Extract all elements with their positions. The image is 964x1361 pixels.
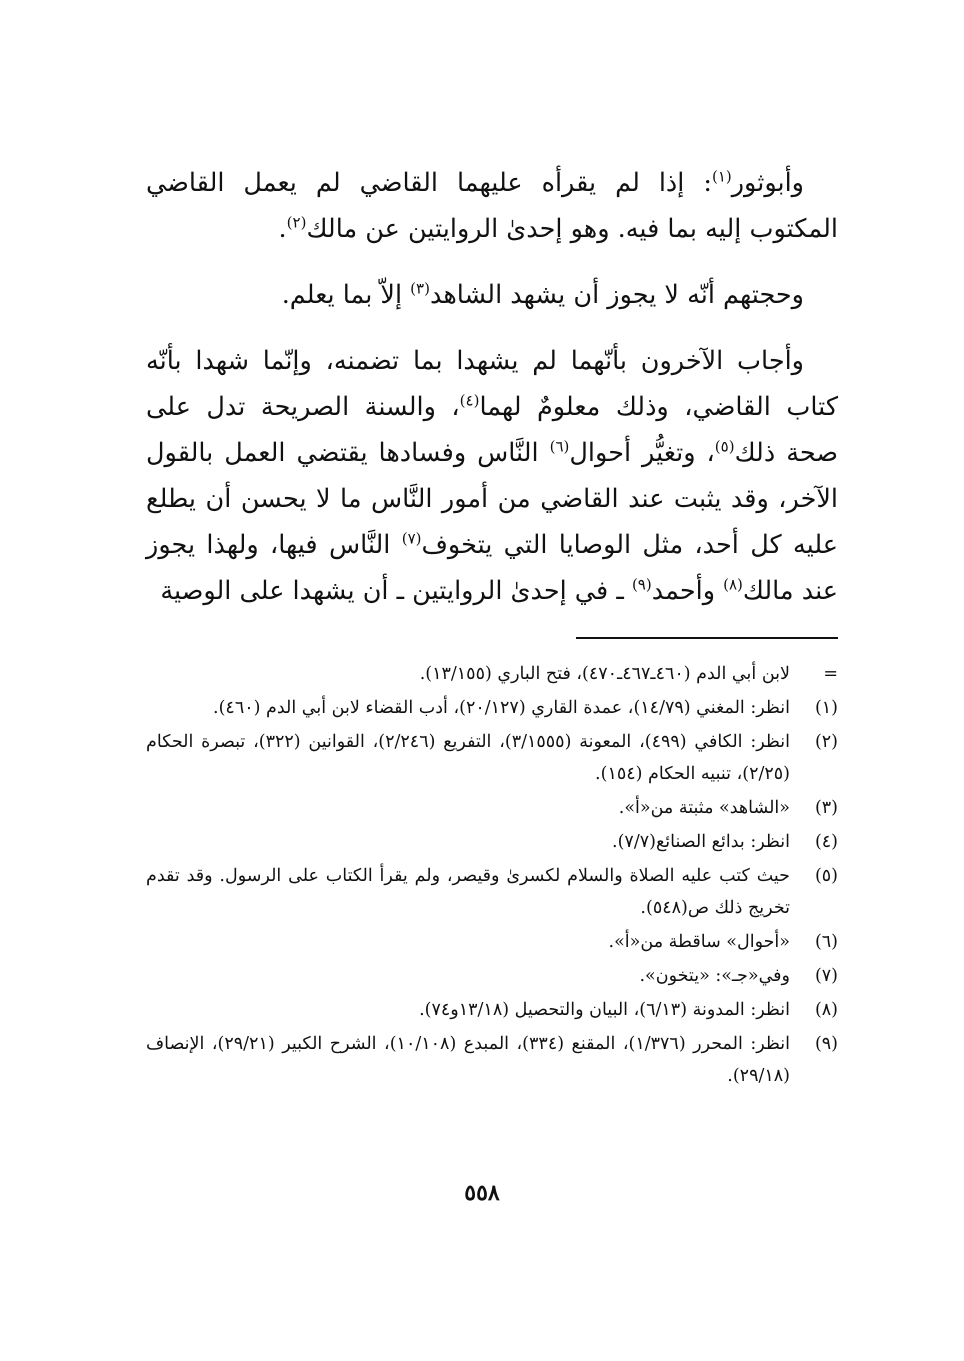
- paragraph-text: وأحمد: [651, 576, 724, 606]
- footnote-reference: (٥): [714, 437, 735, 456]
- footnote-marker: (١): [814, 698, 838, 718]
- footnote-marker: (٦): [814, 932, 838, 952]
- paragraph-1: [146, 160, 838, 252]
- footnote-separator: [576, 637, 838, 639]
- paragraph-text: .: [278, 214, 287, 244]
- footnote-reference: (٩): [631, 575, 652, 594]
- paragraph-text: وأبوثور: [731, 168, 804, 198]
- footnotes: [146, 658, 838, 1094]
- footnote-4: [146, 826, 838, 858]
- footnote-9: [146, 1028, 838, 1092]
- footnote-reference: (٢): [286, 213, 307, 232]
- footnote-marker: (٥): [814, 866, 838, 886]
- footnote-reference: (٧): [401, 529, 422, 548]
- page-number: ٥٥٨: [464, 1180, 500, 1206]
- paragraph-text: ، وتغيُّر أحوال: [569, 438, 715, 468]
- paragraph-text: ، والسنة الصريحة تدل على صحة ذلك: [146, 392, 838, 468]
- footnote-text: انظر: بدائع الصنائع(٧/٧).: [612, 832, 790, 852]
- footnote-continuation: [146, 658, 838, 690]
- footnote-2: [146, 726, 838, 790]
- footnote-reference: (٨): [723, 575, 743, 594]
- footnote-marker: (٢): [814, 732, 838, 752]
- footnote-text: انظر: المحرر (١/٣٧٦)، المقنع (٣٣٤)، المبدع (١٠/١٠٨)، الشرح الكبير (٢٩/٢١)، الإنصاف (٢٩/١٨).: [146, 1034, 791, 1086]
- paragraph-text: ـ في إحدىٰ الروايتين ـ أن يشهدا على الوصية: [160, 576, 632, 606]
- footnote-8: [146, 994, 838, 1026]
- paragraph-text: وأجاب الآخرون بأنّهما لم يشهدا بما تضمنه، وإنّما شهدا بأنّه كتاب القاضي، وذلك معلومٌ لهما: [146, 346, 838, 422]
- footnote-text: «الشاهد» مثبتة من«أ».: [618, 798, 790, 818]
- footnote-reference: (٤): [459, 391, 480, 410]
- footnote-text: «أحوال» ساقطة من«أ».: [608, 932, 790, 952]
- footnote-3: [146, 792, 838, 824]
- footnote-marker: (٧): [814, 966, 838, 986]
- footnote-text: لابن أبي الدم (٤٦٠ـ٤٦٧ـ٤٧٠)، فتح الباري (١٣/١٥٥).: [419, 664, 790, 684]
- footnote-marker: (٨): [814, 1000, 838, 1020]
- paragraph-3: [146, 338, 838, 614]
- paragraph-text: إلاّ بما يعلم.: [281, 280, 411, 310]
- footnote-5: [146, 860, 838, 924]
- paragraph-text: وحجتهم أنّه لا يجوز أن يشهد الشاهد: [429, 280, 804, 310]
- footnote-text: حيث كتب عليه الصلاة والسلام لكسرىٰ وقيصر، ولم يقرأ الكتاب على الرسول. وقد تقدم تخريج ذلك ص(٥٤٨).: [146, 866, 790, 918]
- footnote-7: [146, 960, 838, 992]
- footnote-marker: (٩): [814, 1034, 838, 1054]
- footnote-marker: =: [823, 664, 838, 684]
- footnote-reference: (٣): [410, 279, 430, 298]
- footnote-text: وفي«جـ»: «يتخون».: [639, 966, 790, 986]
- paragraph-text: النَّاس وفسادها يقتضي العمل بالقول الآخر، وقد يثبت عند القاضي من أمور النَّاس ما لا يحسن أن يطلع عليه كل أحد، مثل الوصايا التي يتخوف: [146, 438, 838, 560]
- footnote-text: انظر: الكافي (٤٩٩)، المعونة (٣/١٥٥٥)، التفريع (٢/٢٤٦)، القوانين (٣٢٢)، تبصرة الحكام (٢/٢٥)، تنبيه الحكام (١٥٤).: [146, 732, 790, 784]
- footnote-text: انظر: المدونة (٦/١٣)، البيان والتحصيل (١٣/١٨و٧٤).: [419, 1000, 790, 1020]
- footnote-marker: (٣): [814, 798, 838, 818]
- footnote-reference: (٦): [549, 437, 570, 456]
- paragraph-2: [146, 272, 838, 318]
- footnote-marker: (٤): [814, 832, 838, 852]
- paragraph-text: : إذا لم يقرأه عليهما القاضي لم يعمل القاضي المكتوب إليه بما فيه. وهو إحدىٰ الروايتين عن مالك: [146, 168, 838, 244]
- footnote-text: انظر: المغني (١٤/٧٩)، عمدة القاري (٢٠/١٢٧)، أدب القضاء لابن أبي الدم (٤٦٠).: [213, 698, 790, 718]
- footnote-6: [146, 926, 838, 958]
- paragraph-text: النَّاس فيها، ولهذا يجوز عند مالك: [146, 530, 838, 606]
- footnote-1: [146, 692, 838, 724]
- footnote-reference: (١): [711, 167, 732, 186]
